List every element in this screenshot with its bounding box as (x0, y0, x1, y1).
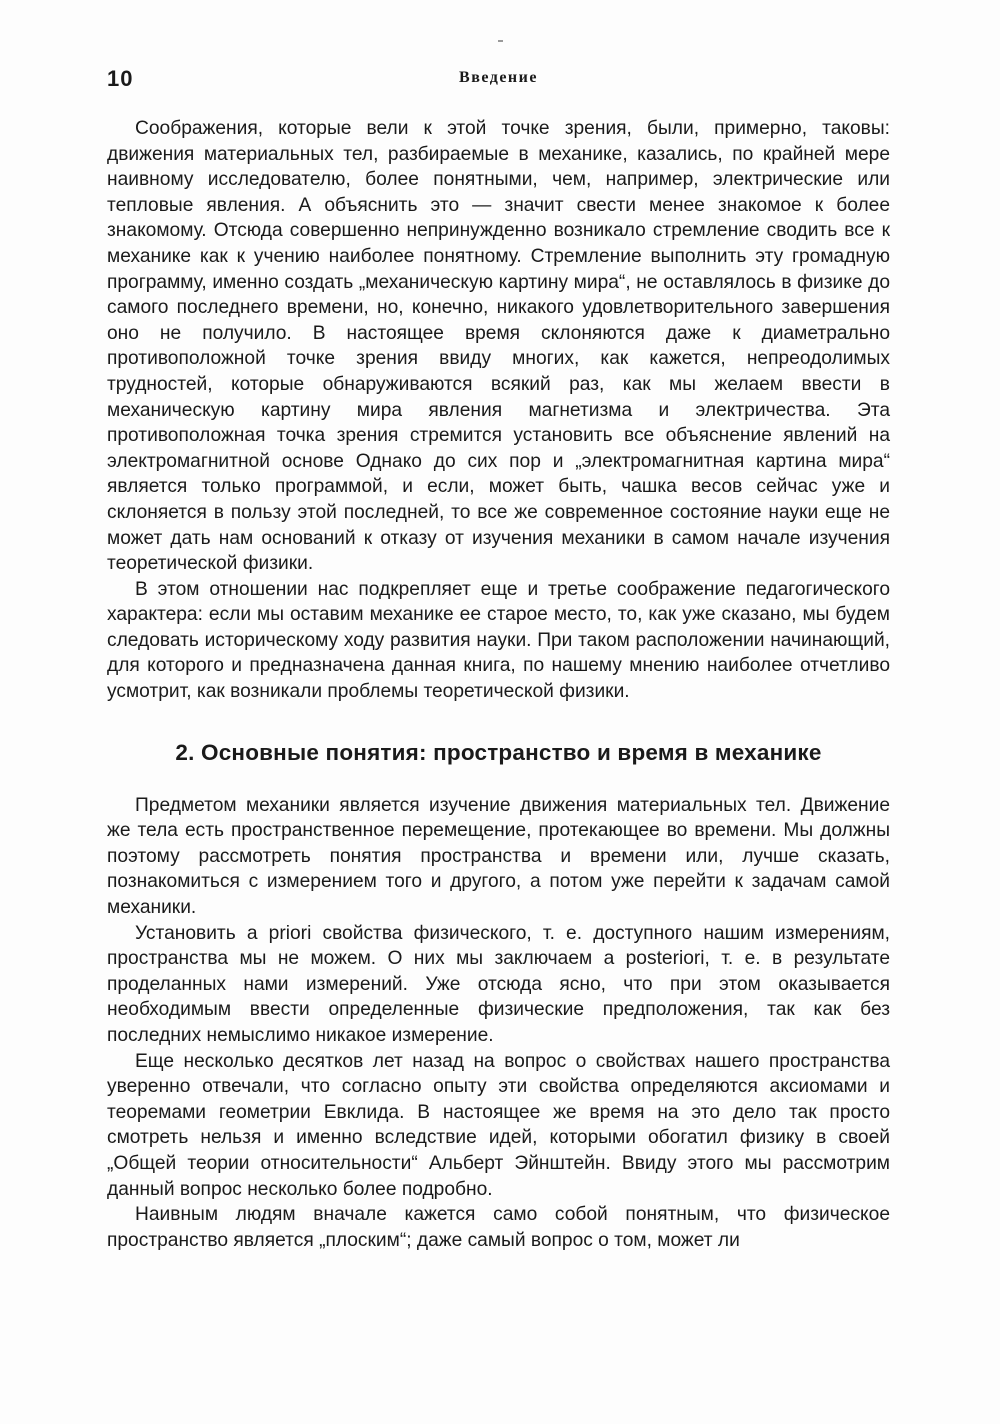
paragraph: В этом отношении нас подкрепляет еще и третье соображение педагогического характера: если мы оставим механике ее старое место, то, как уже сказано, мы будем следовать историческому ходу развития науки. При таком расположении начинающий, для которого и предназначена данная книга, по нашему мнению наиболее отчетливо усмотрит, как возникали проблемы теоретической физики. (107, 578, 890, 703)
paragraph: Предметом механики является изучение движения материальных тел. Движение же тела есть пространственное перемещение, протекающее во времени. Мы должны поэтому рассмотреть понятия пространства и времени или, лучше сказать, познакомиться с измерением того и другого, а потом уже перейти к задачам самой механики. (107, 794, 890, 919)
paragraph: Установить a priori свойства физического, т. е. доступного нашим измерениям, пространства мы не можем. О них мы заключаем a posteriori, т. е. в результате проделанных нами измерений. Уже отсюда ясно, что при этом оказывается необходимым ввести определенные физические предположения, так как без последних немыслимо никакое измерение. (107, 922, 890, 1046)
paragraph: Наивным людям вначале кажется само собой понятным, что физическое пространство является „плоским“; даже самый вопрос о том, может ли (107, 1204, 890, 1251)
scan-speck (498, 40, 503, 42)
running-title: Введение (459, 69, 538, 86)
paragraph: Еще несколько десятков лет назад на вопрос о свойствах нашего пространства уверенно отвечали, что согласно опыту эти свойства определяются аксиомами и теоремами геометрии Евклида. В настоящее же время на это дело так просто смотреть нельзя и именно вследствие идей, которыми обогатил физику в своей „Общей теории относительности“ Альберт Эйнштейн. Ввиду этого мы рассмотрим данный вопрос несколько более подробно. (107, 1050, 890, 1200)
body-text (107, 116, 890, 1253)
section-heading: 2. Основные понятия: пространство и время в механике (175, 739, 822, 765)
paragraph: Соображения, которые вели к этой точке зрения, были, примерно, таковы: движения материальных тел, разбираемые в механике, казались, по крайней мере наивному исследователю, более понятными, чем, например, электрические или тепловые явления. А объяснить это — значит свести менее знакомое к более знакомому. Отсюда совершенно непринужденно возникало стремление сводить все к механике как к учению наиболее понятному. Стремление выполнить эту громадную программу, именно создать „механическую картину мира“, не оставлялось в физике до самого последнего времени, но, конечно, никакого удовлетворительного завершения оно не получило. В настоящее время склоняются даже к диаметрально противоположной точке зрения ввиду многих, как кажется, непреодолимых трудностей, которые обнаруживаются всякий раз, как мы желаем ввести в механическую картину мира явления магнетизма и электричества. Эта противоположная точка зрения стремится установить все объяснение явлений на электромагнитной основе Однако до сих пор и „электромагнитная картина мира“ является только программой, и если, может быть, чашка весов сейчас уже и склоняется в пользу этой последней, то все же современное состояние науки еще не может дать нам оснований к отказу от изучения механики в самом начале изучения теоретической физики. (107, 118, 890, 575)
running-head (107, 66, 890, 96)
page-number: 10 (107, 66, 134, 91)
